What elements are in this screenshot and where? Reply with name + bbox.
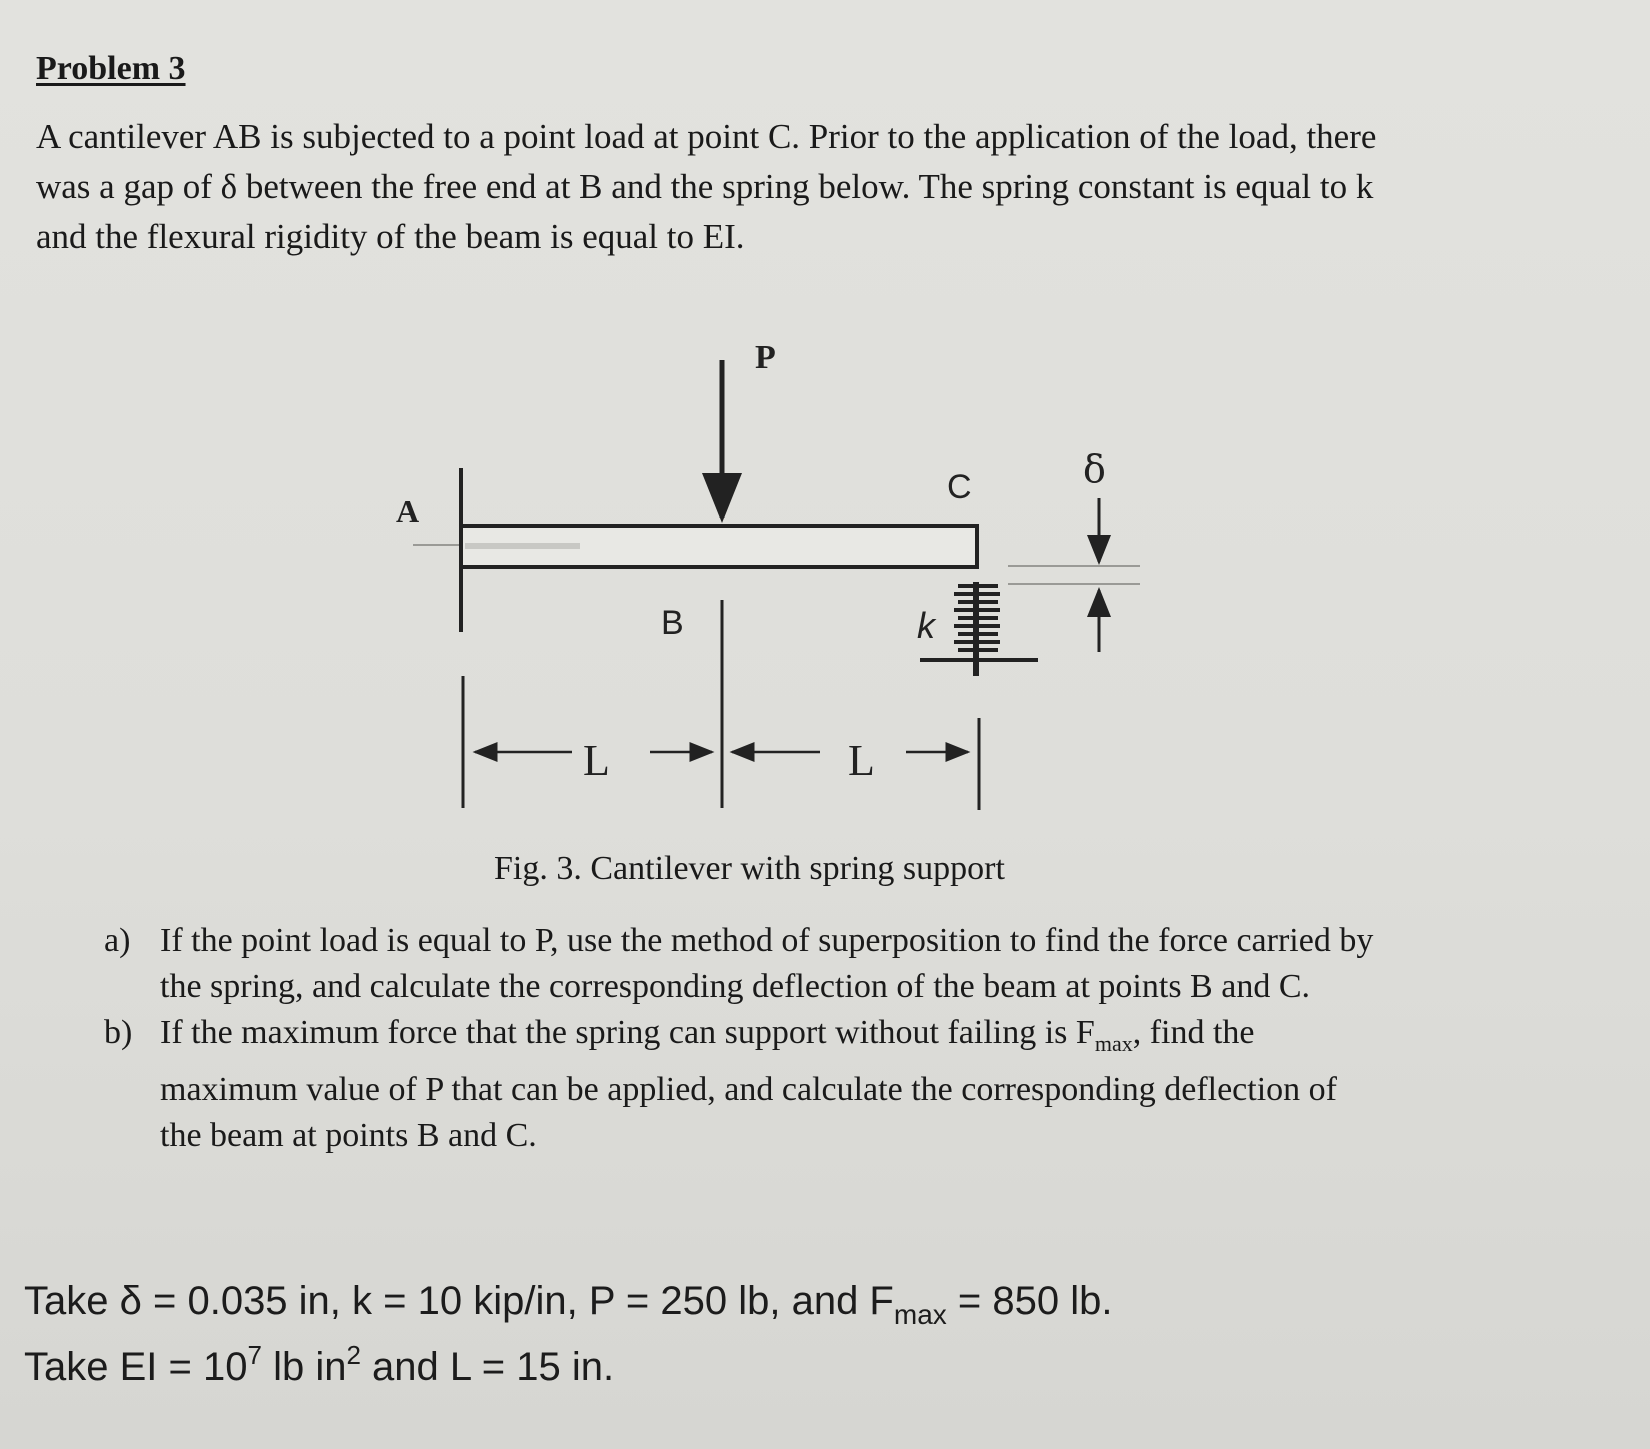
given-line-2 (24, 1334, 1112, 1400)
label-P: P (755, 339, 776, 376)
question-line-start: If the maximum force that the spring can support without failing is F (160, 1014, 1095, 1051)
given-text: and L = 15 in. (360, 1345, 615, 1389)
question-text (160, 1010, 1524, 1159)
statement-line: was a gap of δ between the free end at B and the spring below. The spring constant is equal to k (36, 167, 1374, 206)
label-B: B (661, 604, 684, 642)
question-line (160, 1010, 1524, 1067)
figure-caption: Fig. 3. Cantilever with spring support (494, 850, 1005, 887)
given-values (24, 1268, 1112, 1400)
given-line-1 (24, 1268, 1112, 1334)
label-L2: L (848, 736, 875, 785)
question-label: b) (104, 1014, 133, 1051)
problem-title: Problem 3 (36, 50, 186, 87)
given-text: lb in (261, 1345, 347, 1389)
question-text (160, 918, 1524, 1010)
label-k: k (917, 605, 935, 646)
question-line: maximum value of P that can be applied, and calculate the corresponding deflection of (160, 1070, 1337, 1108)
question-a (104, 918, 1524, 1010)
exponent: 2 (346, 1340, 361, 1370)
question-b (104, 1010, 1524, 1159)
question-label: a) (104, 922, 131, 959)
given-text: Take EI = 10 (24, 1345, 248, 1389)
question-list (104, 918, 1524, 1159)
label-L1: L (583, 736, 610, 785)
question-line: the beam at points B and C. (160, 1116, 537, 1154)
fmax-subscript: max (1094, 1030, 1133, 1056)
question-line: the spring, and calculate the corresponding deflection of the beam at points B and C. (160, 968, 1310, 1005)
exponent: 7 (247, 1340, 262, 1370)
given-text: Take δ = 0.035 in, k = 10 kip/in, P = 250 lb, and F (24, 1279, 894, 1323)
statement-line: A cantilever AB is subjected to a point load at point C. Prior to the application of the load, there (36, 117, 1377, 156)
question-line-end: , find the (1132, 1014, 1255, 1051)
given-text: = 850 lb. (946, 1279, 1113, 1323)
label-delta: δ (1083, 447, 1106, 491)
question-line: If the point load is equal to P, use the method of superposition to find the force carried by (160, 922, 1374, 959)
label-A: A (396, 493, 420, 529)
label-C: C (947, 468, 972, 506)
statement-line: and the flexural rigidity of the beam is equal to EI. (36, 217, 745, 256)
fmax-subscript: max (893, 1299, 947, 1330)
